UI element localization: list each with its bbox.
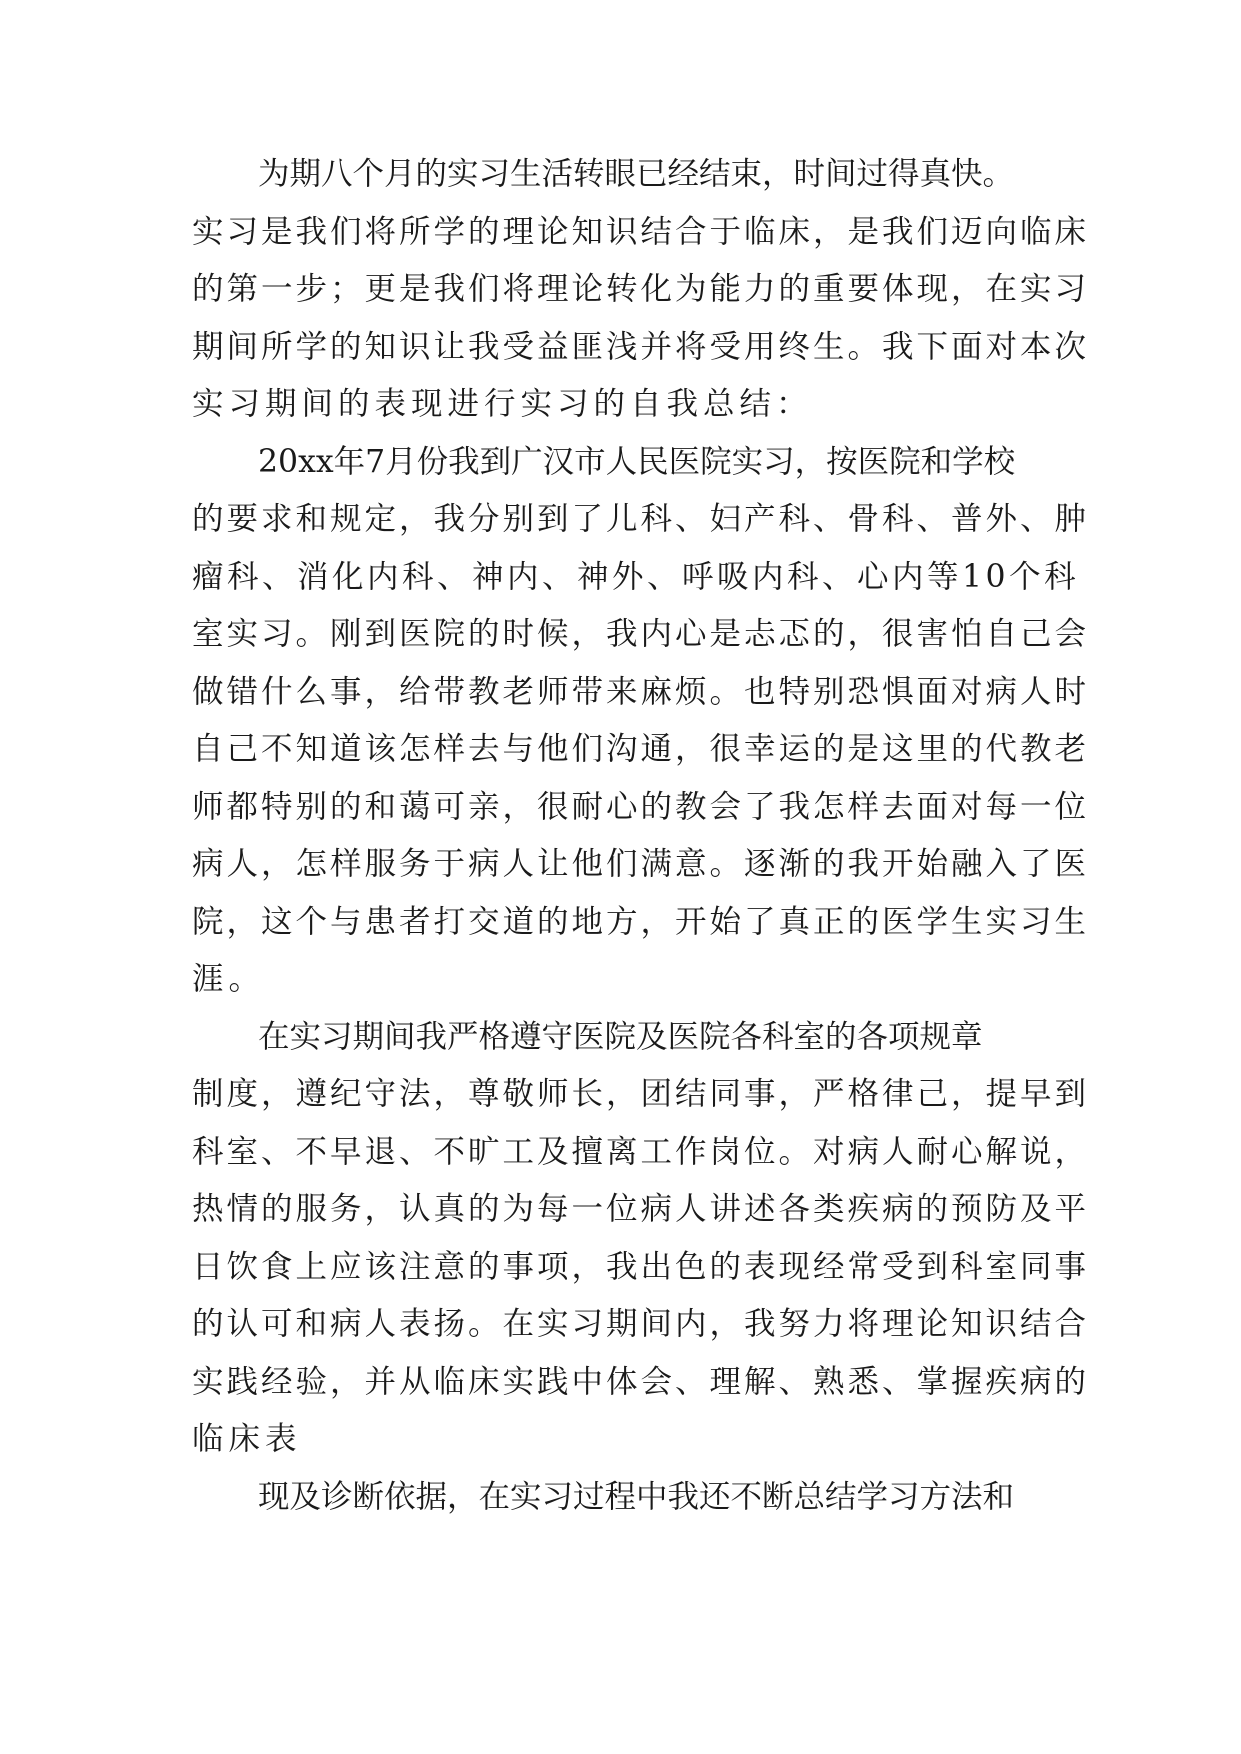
paragraph-4-line-1: 现及诊断依据，在实习过程中我还不断总结学习方法和 (258, 1479, 1015, 1515)
paragraph-2-line-3: 瘤科、消化内科、神内、神外、呼吸内科、心内等10个科 (192, 559, 1080, 595)
paragraph-1-line-2: 实习是我们将所学的理论知识结合于临床，是我们迈向临床 (192, 214, 1090, 250)
paragraph-2-line-5: 做错什么事，给带教老师带来麻烦。也特别恐惧面对病人时 (192, 674, 1090, 710)
paragraph-2-line-2: 的要求和规定，我分别到了儿科、妇产科、骨科、普外、肿 (192, 501, 1090, 537)
paragraph-2-line-7: 师都特别的和蔼可亲，很耐心的教会了我怎样去面对每一位 (192, 789, 1090, 825)
paragraph-3-line-8: 临床表 (192, 1421, 302, 1457)
paragraph-2-line-10: 涯。 (192, 961, 266, 997)
paragraph-3-line-4: 热情的服务，认真的为每一位病人讲述各类疾病的预防及平 (192, 1191, 1090, 1227)
paragraph-3-line-6: 的认可和病人表扬。在实习期间内，我努力将理论知识结合 (192, 1306, 1090, 1342)
paragraph-3-line-5: 日饮食上应该注意的事项，我出色的表现经常受到科室同事 (192, 1249, 1090, 1285)
paragraph-1-line-4: 期间所学的知识让我受益匪浅并将受用终生。我下面对本次 (192, 329, 1090, 365)
paragraph-3-line-7: 实践经验，并从临床实践中体会、理解、熟悉、掌握疾病的 (192, 1364, 1090, 1400)
paragraph-3-line-3: 科室、不早退、不旷工及擅离工作岗位。对病人耐心解说， (192, 1134, 1090, 1170)
paragraph-1-line-1: 为期八个月的实习生活转眼已经结束，时间过得真快。 (258, 156, 1015, 192)
paragraph-2-line-6: 自己不知道该怎样去与他们沟通，很幸运的是这里的代教老 (192, 731, 1090, 767)
paragraph-1-line-3: 的第一步；更是我们将理论转化为能力的重要体现，在实习 (192, 271, 1090, 307)
paragraph-3-line-1: 在实习期间我严格遵守医院及医院各科室的各项规章 (258, 1019, 983, 1055)
paragraph-2-line-9: 院，这个与患者打交道的地方，开始了真正的医学生实习生 (192, 904, 1090, 940)
paragraph-1-line-5: 实习期间的表现进行实习的自我总结： (192, 386, 813, 422)
paragraph-2-line-1: 20xx年7月份我到广汉市人民医院实习，按医院和学校 (258, 444, 1016, 480)
paragraph-3-line-2: 制度，遵纪守法，尊敬师长，团结同事，严格律己，提早到 (192, 1076, 1090, 1112)
paragraph-2-line-8: 病人，怎样服务于病人让他们满意。逐渐的我开始融入了医 (192, 846, 1090, 882)
paragraph-2-line-4: 室实习。刚到医院的时候，我内心是忐忑的，很害怕自己会 (192, 616, 1090, 652)
